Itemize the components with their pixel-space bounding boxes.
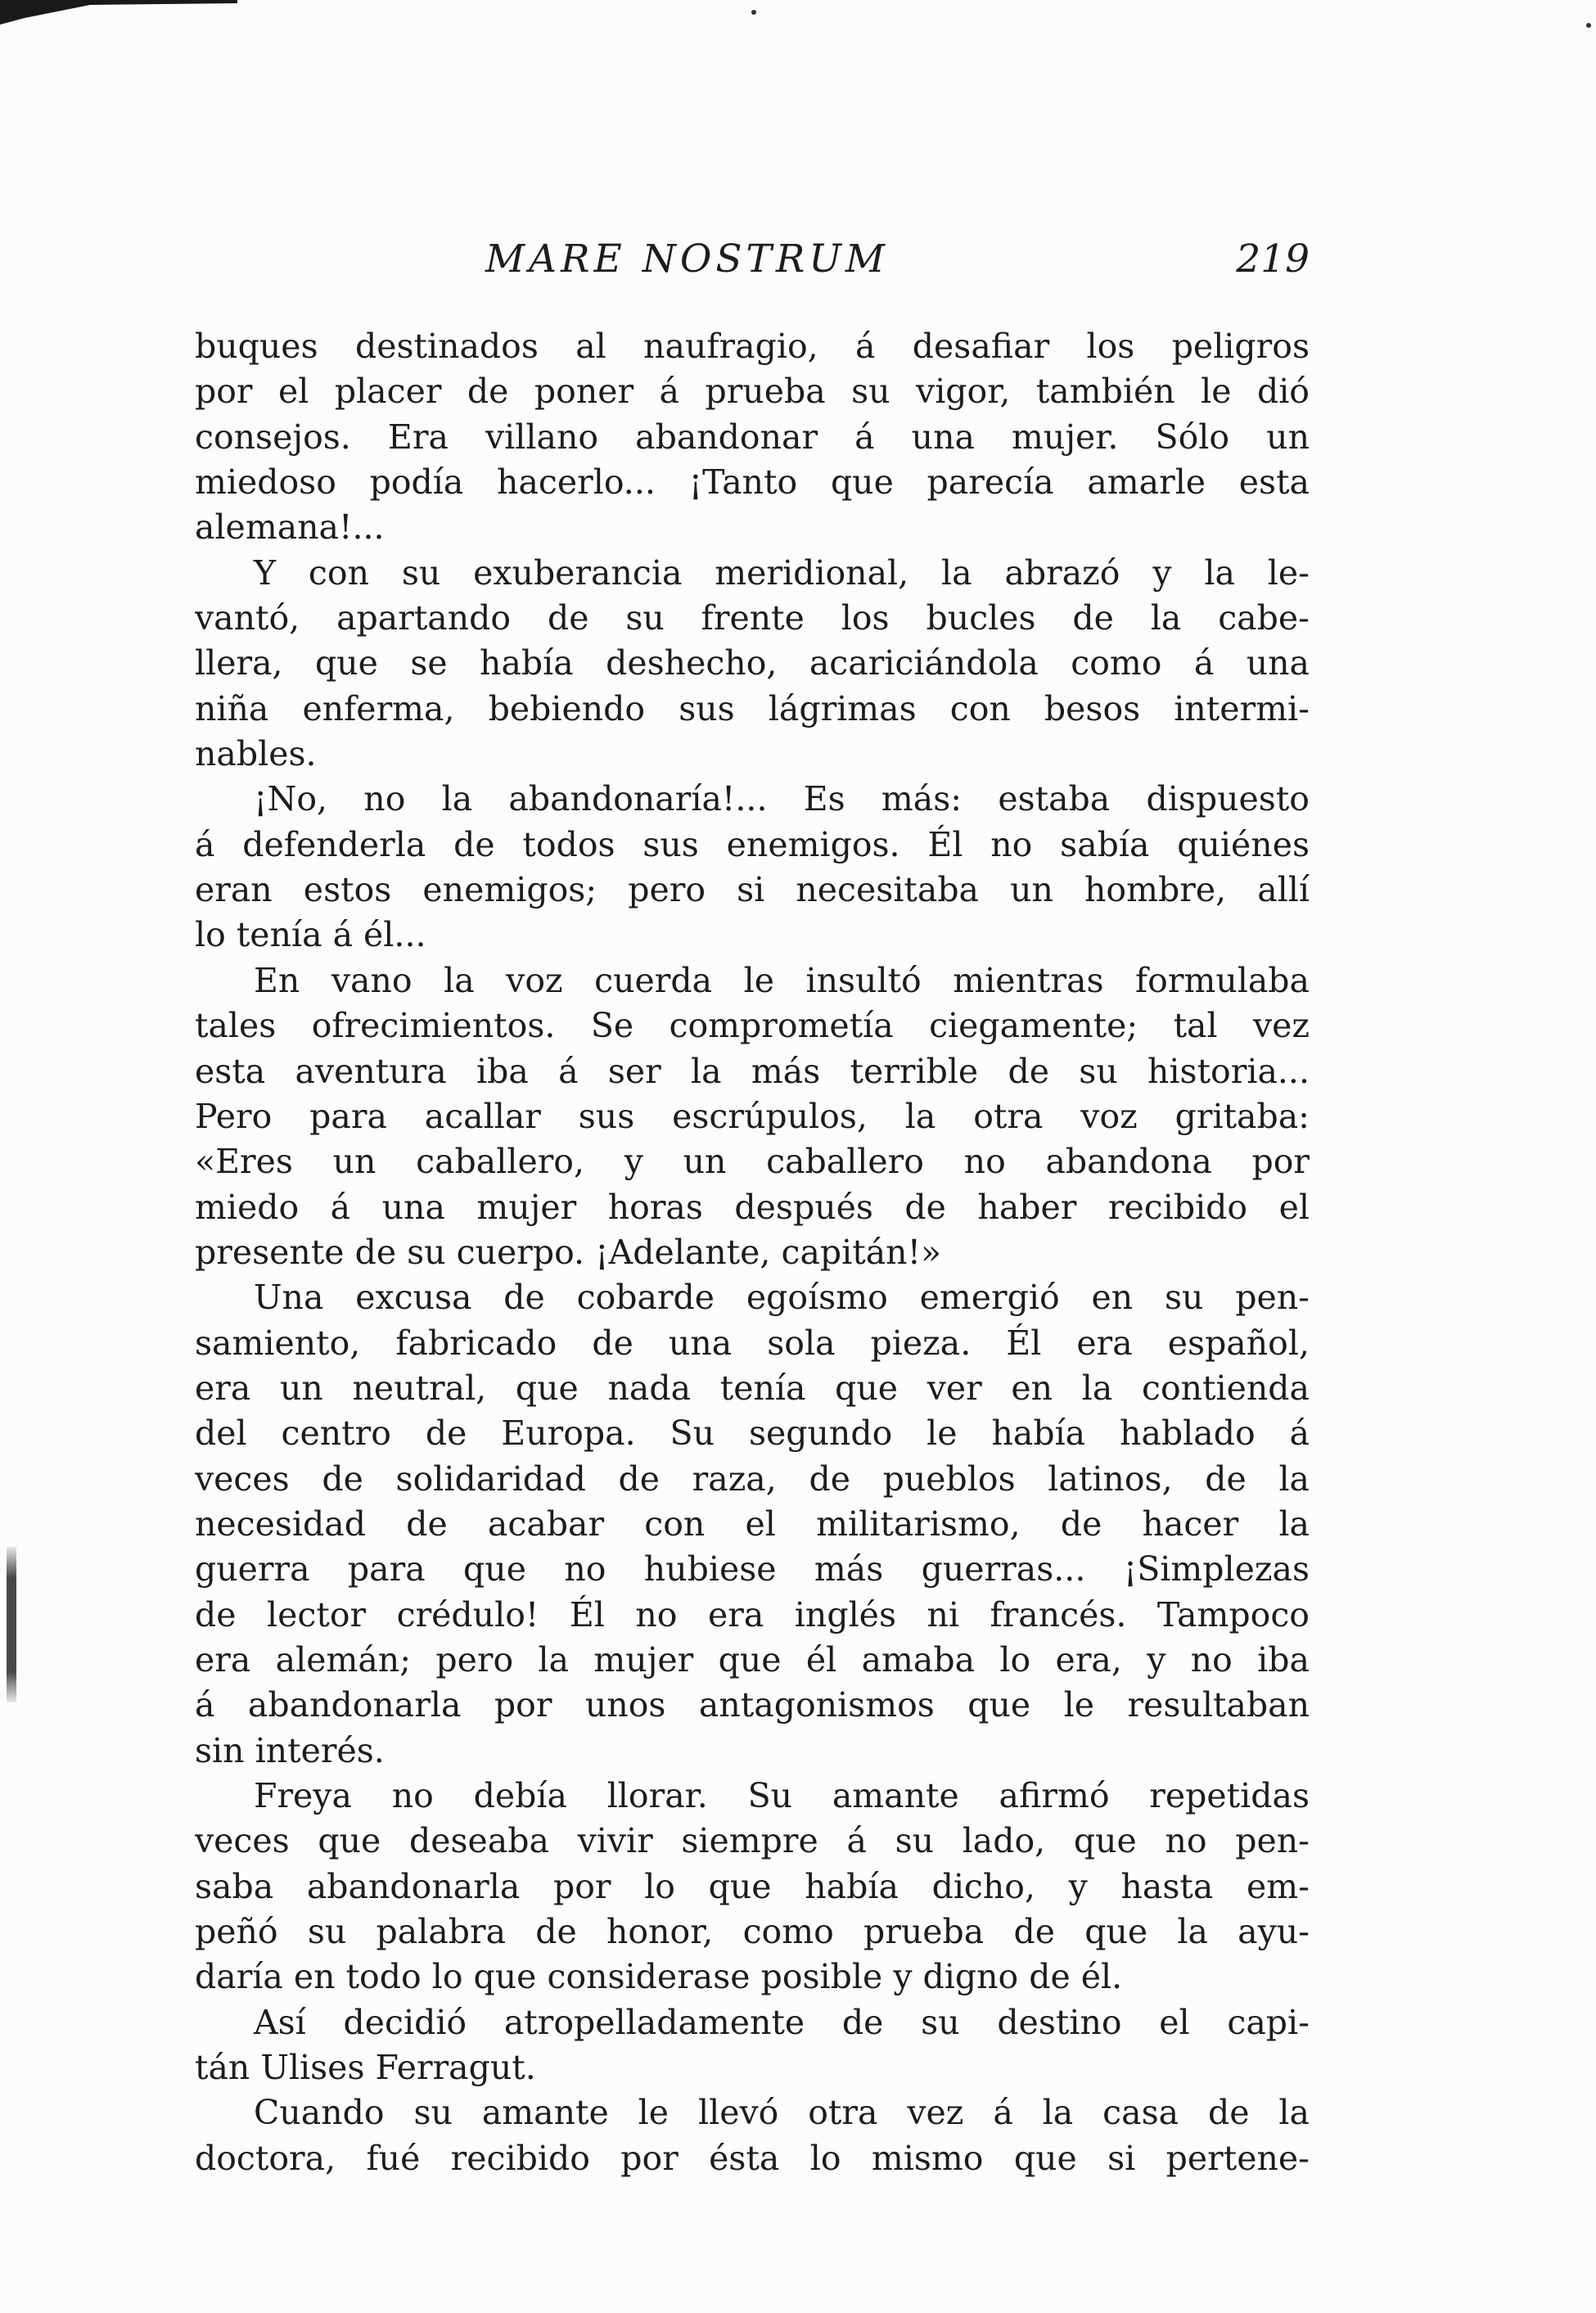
text-line: samiento, fabricado de una sola pieza. Él era español, [195, 1323, 1310, 1363]
text-line: tales ofrecimientos. Se comprometía ciegamente; tal vez [195, 1006, 1310, 1046]
text-line: necesidad de acabar con el militarismo, de hacer la [195, 1504, 1310, 1544]
text-line: peñó su palabra de honor, como prueba de que la ayu- [195, 1912, 1310, 1952]
text-line: «Eres un caballero, y un caballero no abandona por [195, 1142, 1310, 1182]
text-line: Así decidió atropelladamente de su destino el capi- [254, 2002, 1310, 2042]
text-line: buques destinados al naufragio, á desafiar los peligros [195, 327, 1310, 366]
text-line: alemana!... [195, 507, 385, 548]
body-text [195, 324, 1310, 2181]
page-header [195, 231, 1310, 288]
text-line: era alemán; pero la mujer que él amaba lo era, y no iba [195, 1639, 1310, 1680]
text-line: tán Ulises Ferragut. [195, 2048, 536, 2088]
page-number: 219 [1236, 237, 1310, 282]
text-line: lo tenía á él... [195, 915, 426, 955]
text-line: guerra para que no hubiese más guerras... ¡Simplezas [195, 1549, 1310, 1589]
text-line: niña enferma, bebiendo sus lágrimas con besos intermi- [195, 688, 1310, 728]
text-line: á abandonarla por unos antagonismos que le resultaban [195, 1685, 1310, 1725]
scan-speck [1586, 23, 1591, 28]
text-line: veces que deseaba vivir siempre á su lado, que no pen- [195, 1821, 1310, 1861]
text-line: saba abandonarla por lo que había dicho, y hasta em- [195, 1866, 1310, 1906]
text-line: Pero para acallar sus escrúpulos, la otra voz gritaba: [195, 1096, 1310, 1136]
text-line: de lector crédulo! Él no era inglés ni francés. Tampoco [195, 1594, 1310, 1634]
scan-speck [751, 10, 756, 15]
text-line: esta aventura iba á ser la más terrible de su historia... [195, 1051, 1310, 1091]
scan-edge-mark [0, 0, 237, 25]
text-line: daría en todo lo que considerase posible y digno de él. [195, 1957, 1123, 1997]
running-title: MARE NOSTRUM [485, 237, 890, 282]
text-line: presente de su cuerpo. ¡Adelante, capitán!» [195, 1232, 942, 1272]
text-line: era un neutral, que nada tenía que ver en la contienda [195, 1368, 1310, 1408]
text-line: sin interés. [195, 1730, 385, 1770]
text-line: por el placer de poner á prueba su vigor, también le dió [195, 372, 1310, 412]
text-line: Freya no debía llorar. Su amante afirmó repetidas [254, 1776, 1310, 1815]
text-line: miedo á una mujer horas después de haber recibido el [195, 1187, 1310, 1227]
text-line: ¡No, no la abandonaría!... Es más: estaba dispuesto [254, 779, 1310, 819]
text-line: Y con su exuberancia meridional, la abrazó y la le- [254, 552, 1310, 593]
text-line: En vano la voz cuerda le insultó mientras formulaba [254, 960, 1310, 1000]
text-line: veces de solidaridad de raza, de pueblos latinos, de la [195, 1459, 1310, 1499]
text-line: consejos. Era villano abandonar á una mujer. Sólo un [195, 417, 1310, 457]
text-line: doctora, fué recibido por ésta lo mismo que si pertene- [195, 2138, 1310, 2178]
text-line: Una excusa de cobarde egoísmo emergió en su pen- [254, 1278, 1310, 1318]
text-line: vantó, apartando de su frente los bucles de la cabe- [195, 598, 1310, 638]
text-line: miedoso podía hacerlo... ¡Tanto que parecía amarle esta [195, 462, 1310, 503]
text-line: eran estos enemigos; pero si necesitaba un hombre, allí [195, 870, 1310, 910]
text-line: á defenderla de todos sus enemigos. Él no sabía quiénes [195, 824, 1310, 864]
text-line: del centro de Europa. Su segundo le había hablado á [195, 1414, 1310, 1454]
text-line: nables. [195, 734, 317, 774]
text-line: llera, que se había deshecho, acariciándola como á una [195, 643, 1310, 683]
text-line: Cuando su amante le llevó otra vez á la casa de la [254, 2093, 1310, 2133]
margin-smudge [7, 1547, 16, 1702]
